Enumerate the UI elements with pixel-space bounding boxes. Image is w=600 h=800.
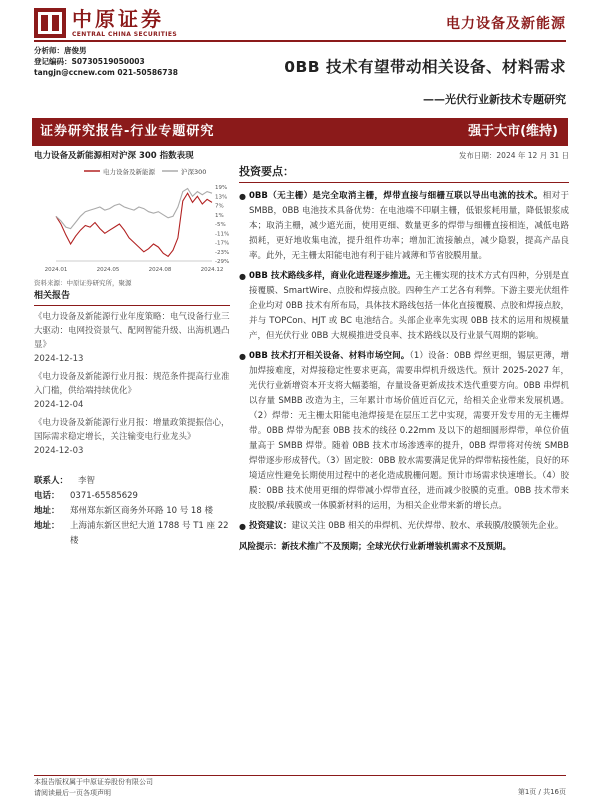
x-tick-label: 2024.12 (200, 267, 224, 273)
footer-copyright: 本报告版权属于中原证券股份有限公司 (34, 778, 153, 786)
x-tick-label: 2024.05 (96, 267, 120, 273)
performance-chart-svg (34, 165, 230, 277)
chart-source: 资料来源：中原证券研究所，聚源 (34, 279, 132, 287)
related-report-date: 2024-12-04 (34, 400, 84, 410)
bullet-icon: ● (239, 352, 246, 361)
related-report-title[interactable]: 《电力设备及新能源行业月报：规范条件提高行业准入门槛，供给端持续优化》 (34, 372, 230, 396)
publish-date: 发布日期：2024 年 12 月 31 日 (458, 151, 569, 160)
report-title: 0BB 技术有望带动相关设备、材料需求 (284, 58, 566, 76)
left-sidebar (34, 150, 230, 549)
key-point (239, 189, 569, 264)
y-tick-label: -23% (215, 249, 230, 256)
related-report[interactable] (34, 416, 230, 458)
performance-chart (34, 165, 230, 277)
analyst-name: 分析师：唐俊男 (34, 46, 87, 55)
analyst-contact: tangjn@ccnew.com 021-50586738 (34, 68, 178, 77)
related-report[interactable] (34, 310, 230, 366)
key-point-lead: 0BB（无主栅）是完全取消主栅，焊带直接与细栅互联以导出电流的技术。 (249, 191, 543, 201)
bullet-icon: ● (239, 192, 246, 201)
related-report-date: 2024-12-03 (34, 446, 84, 456)
bullet-icon: ● (239, 522, 246, 531)
key-point-lead: 投资建议： (249, 521, 292, 531)
report-type: 证券研究报告-行业专题研究 (40, 124, 215, 139)
analyst-info (34, 45, 178, 78)
related-report-date: 2024-12-13 (34, 354, 84, 364)
y-tick-label: -17% (215, 240, 230, 247)
footer-disclaimer: 请阅读最后一页各项声明 (34, 789, 111, 797)
related-reports-heading: 相关报告 (34, 290, 230, 306)
related-report-title[interactable]: 《电力设备及新能源行业年度策略：电气设备行业三大驱动：电网投资景气、配网智能升级、出海机遇凸显》 (34, 312, 230, 350)
legend-label: 沪深300 (181, 168, 207, 176)
industry-rating: 强于大市(维持) (468, 124, 558, 139)
phone-number[interactable]: 0371-65585629 (70, 491, 138, 501)
key-point (239, 349, 569, 514)
logo-text-cn: 中原证券 (72, 7, 164, 31)
y-tick-label: -5% (215, 222, 226, 228)
key-points-heading: 投资要点： (239, 165, 294, 178)
address-label: 地址： (34, 521, 60, 531)
y-tick-label: 7% (215, 203, 224, 210)
x-tick-label: 2024.01 (44, 267, 68, 273)
footer-notice (34, 777, 153, 799)
analyst-license: 登记编码：S0730519050003 (34, 57, 145, 66)
main-content (239, 150, 569, 555)
logo-text-en: CENTRAL CHINA SECURITIES (72, 31, 178, 38)
related-report-title[interactable]: 《电力设备及新能源行业月报：增量政策提振信心，国际需求稳定增长，关注输变电行业龙头》 (34, 418, 230, 442)
report-subtitle: ——光伏行业新技术专题研究 (423, 93, 566, 106)
key-point-body: 相对于 SMBB，0BB 电池技术具备优势：在电池端不印刷主栅，低银浆耗用量，降低银浆成本；取消主栅，减少遮光面，使用更细、数量更多的焊带与细栅直接相连，减低电路损耗，更好地收集电流，提升组件功率；增加汇流接触点，减少隐裂，提高产品良率。此外，无主栅太阳能电池有利于硅片减薄和节省胶膜用量。 (249, 191, 569, 261)
y-tick-label: 19% (215, 185, 228, 191)
footer-divider (34, 775, 566, 776)
company-logo (34, 6, 194, 40)
key-point-lead: 0BB 技术打开相关设备、材料市场空间。 (249, 351, 410, 361)
key-point-lead: 0BB 技术路线多样，商业化进程逐步推进。 (249, 271, 416, 281)
contact-person-label: 联系人： (34, 476, 69, 486)
key-point-body: （1）设备：0BB 焊丝更细，锡层更薄，增加焊接难度，对焊接稳定性要求更高，需要串焊机升级迭代。预计 2025-2027 年，光伏行业新增资本开支将大幅萎缩，存量设备更新成技术迭代重要方向。0BB 串焊机以存量 SMBB 改造为主，三年累计市场价值近百亿元，给相关企业带来发展机遇。（2）焊带：无主栅太阳能电池焊接是在层压工艺中实现，需要开发专用的无主栅焊带。0BB 焊带为配套 0BB 技术的线径 0.22mm 及以下的超细圆形焊带，单位价值量高于 SMBB 焊带。随着 0BB 技术市场渗透率的提升，0BB 焊带将对传统 SMBB 焊带逐步形成替代。（3）固定胶：0BB 胶水需要满足优异的焊带粘接性能，良好的环境适应性避免长期使用过程中的老化造成脱栅问题。预计市场需求快速增长。（4）胶膜：0BB 技术使用更细的焊带减小焊带直径，进而减少胶膜的克重。0BB 技术带来皮胶膜/承载膜或一体膜新材料的运用，为相关企业带来新的增长点。 (249, 351, 569, 511)
key-point (239, 269, 569, 344)
key-points-divider (239, 182, 569, 183)
key-point-body: 建议关注 0BB 相关的串焊机、光伏焊带、胶水、承载膜/胶膜领先企业。 (291, 521, 564, 531)
y-tick-label: -11% (215, 231, 230, 238)
contact-block (34, 474, 230, 549)
address-label: 地址： (34, 506, 60, 516)
risk-warning: 风险提示：新技术推广不及预期；全球光伏行业新增装机需求不及预期。 (239, 542, 512, 552)
key-point (239, 519, 569, 534)
bullet-icon: ● (239, 272, 246, 281)
contact-person: 李智 (78, 476, 96, 486)
address-shanghai: 上海浦东新区世纪大道 1788 号 T1 座 22 楼 (70, 521, 229, 546)
key-point-body: 无主栅实现的技术方式有四种，分别是直接覆膜、SmartWire、点胶和焊接点胶。四种生产工艺各有利弊。下游主要光伏组件企业均对 0BB 技术有所布局，具体技术路线包括一体化直接覆膜、点胶和焊接点胶，并与 TOPCon、HJT 或 BC 电池结合。头部企业率先实现 0BB 技术的运用和规模量产，但光伏行业 0BB 大规模推进受良率、技术路线以及行业景气周期的影响。 (249, 271, 569, 341)
address-zhengzhou: 郑州郑东新区商务外环路 10 号 18 楼 (70, 506, 213, 516)
y-tick-label: -29% (215, 259, 230, 265)
series-line (56, 193, 212, 256)
legend-label: 电力设备及新能源 (103, 168, 155, 176)
header-divider (34, 40, 566, 42)
related-report[interactable] (34, 370, 230, 412)
y-tick-label: 13% (215, 194, 228, 201)
phone-label: 电话： (34, 491, 60, 501)
report-type-banner (32, 118, 568, 146)
sector-title: 电力设备及新能源 (446, 16, 566, 32)
y-tick-label: 1% (215, 212, 224, 219)
chart-title: 电力设备及新能源相对沪深 300 指数表现 (34, 151, 194, 161)
x-tick-label: 2024.08 (148, 267, 172, 273)
page-number: 第1页 / 共16页 (517, 788, 566, 796)
logo-mark-icon (34, 8, 66, 38)
